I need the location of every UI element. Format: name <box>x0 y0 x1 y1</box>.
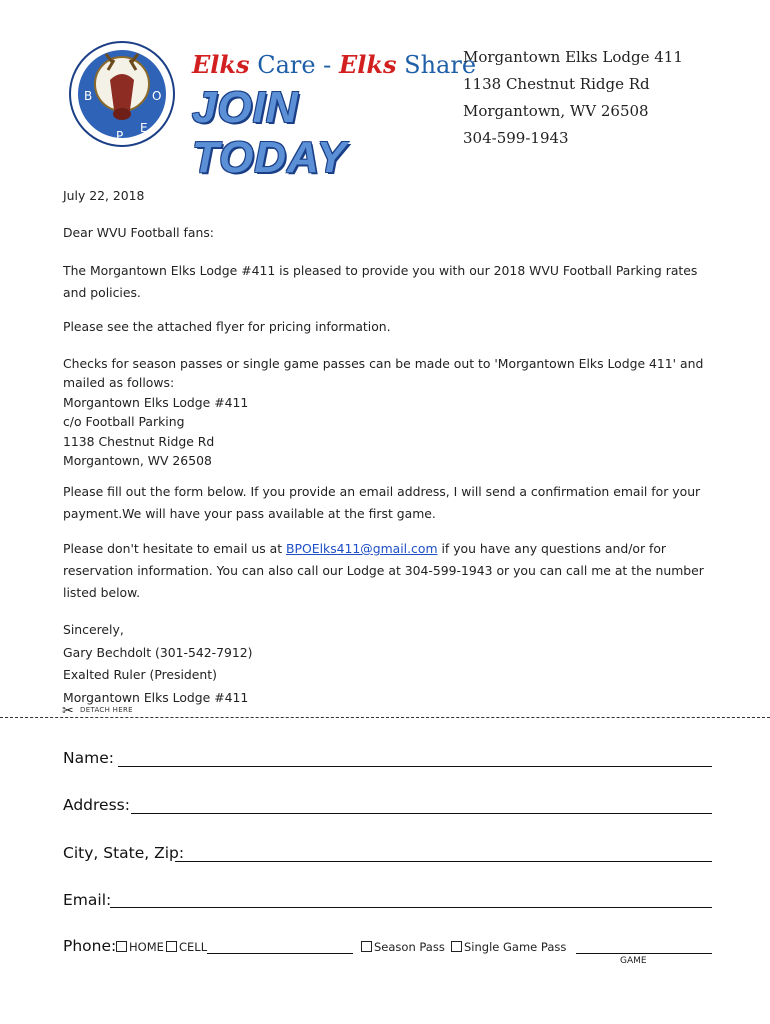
letter-greeting: Dear WVU Football fans: <box>63 225 214 240</box>
address-line: 304-599-1943 <box>463 129 569 147</box>
address-line: Morgantown Elks Lodge 411 <box>463 48 683 66</box>
game-field[interactable] <box>576 953 712 954</box>
tagline-share: Share <box>404 51 477 79</box>
para3-line: Checks for season passes or single game passes can be made out to 'Morgantown Elks Lodge 411' and <box>63 356 704 371</box>
para3-line: Morgantown, WV 26508 <box>63 453 212 469</box>
email-field[interactable] <box>110 907 712 908</box>
letter-date: July 22, 2018 <box>63 188 145 203</box>
logo-letter-e: E <box>140 121 148 135</box>
email-label: Email: <box>63 891 112 909</box>
address-line: Morgantown, WV 26508 <box>463 102 649 120</box>
letter-paragraph-4: Please fill out the form below. If you provide an email address, I will send a confirmation email for your payment.We will have your pass available at the first game. <box>63 484 701 521</box>
lodge-address <box>463 44 683 152</box>
signer-name: Gary Bechdolt (301-542-7912) <box>63 644 253 660</box>
brand-tagline <box>192 50 477 79</box>
para3-line: c/o Football Parking <box>63 414 185 430</box>
phone-label: Phone: <box>63 937 117 955</box>
letter-signature <box>63 619 713 709</box>
phone-field[interactable] <box>207 953 353 954</box>
cell-option[interactable] <box>166 940 207 954</box>
letter-paragraph-5 <box>63 538 713 604</box>
logo-letter-b: B <box>84 89 93 103</box>
single-game-label: Single Game Pass <box>464 940 567 954</box>
closing: Sincerely, <box>63 622 124 637</box>
para3-line: mailed as follows: <box>63 375 175 391</box>
para5-before: Please don't hesitate to email us at <box>63 541 287 556</box>
home-checkbox[interactable] <box>116 941 127 952</box>
letter-paragraph-1: The Morgantown Elks Lodge #411 is pleased to provide you with our 2018 WVU Football Parking rates and policies. <box>63 263 698 300</box>
tagline-care: Care - <box>257 51 332 79</box>
single-game-checkbox[interactable] <box>451 941 462 952</box>
season-pass-option[interactable] <box>361 940 445 954</box>
logo-letter-p: P <box>116 129 124 143</box>
letter-paragraph-3 <box>63 354 713 470</box>
cell-label: CELL <box>179 940 208 954</box>
para3-line: Morgantown Elks Lodge #411 <box>63 394 249 410</box>
tagline-elks-2: Elks <box>338 50 397 79</box>
game-caption: GAME <box>620 956 647 966</box>
cell-checkbox[interactable] <box>166 941 177 952</box>
city-state-zip-field[interactable] <box>175 861 712 862</box>
elks-emblem-logo <box>68 40 176 148</box>
home-label: HOME <box>129 940 164 954</box>
address-field[interactable] <box>131 813 712 814</box>
letter-paragraph-2: Please see the attached flyer for pricing information. <box>63 319 391 334</box>
single-game-option[interactable] <box>451 940 566 954</box>
season-pass-checkbox[interactable] <box>361 941 372 952</box>
para5-after: if you have any questions and/or for reservation information. You can also call our Lodge at 304-599-1943 or you can call me at the number listed below. <box>63 541 704 600</box>
detach-dashed-line <box>0 717 770 718</box>
para3-line: 1138 Chestnut Ridge Rd <box>63 433 215 449</box>
city-state-zip-label: City, State, Zip: <box>63 844 185 862</box>
signer-title: Exalted Ruler (President) <box>63 667 217 682</box>
name-field[interactable] <box>118 766 712 767</box>
signer-org: Morgantown Elks Lodge #411 <box>63 689 249 705</box>
home-option[interactable] <box>116 940 164 954</box>
address-line: 1138 Chestnut Ridge Rd <box>463 75 650 93</box>
email-link[interactable]: BPOElks411@gmail.com <box>286 541 438 556</box>
brand-block <box>192 50 477 183</box>
join-today-banner: JOIN TODAY <box>192 83 347 182</box>
phone-row <box>63 937 116 955</box>
name-label: Name: <box>63 749 114 767</box>
logo-letter-o: O <box>152 89 162 103</box>
detach-label: DETACH HERE <box>80 706 133 714</box>
address-label: Address: <box>63 796 130 814</box>
tagline-elks-1: Elks <box>192 50 250 79</box>
season-pass-label: Season Pass <box>374 940 445 954</box>
scissors-icon: ✂ <box>62 703 74 719</box>
